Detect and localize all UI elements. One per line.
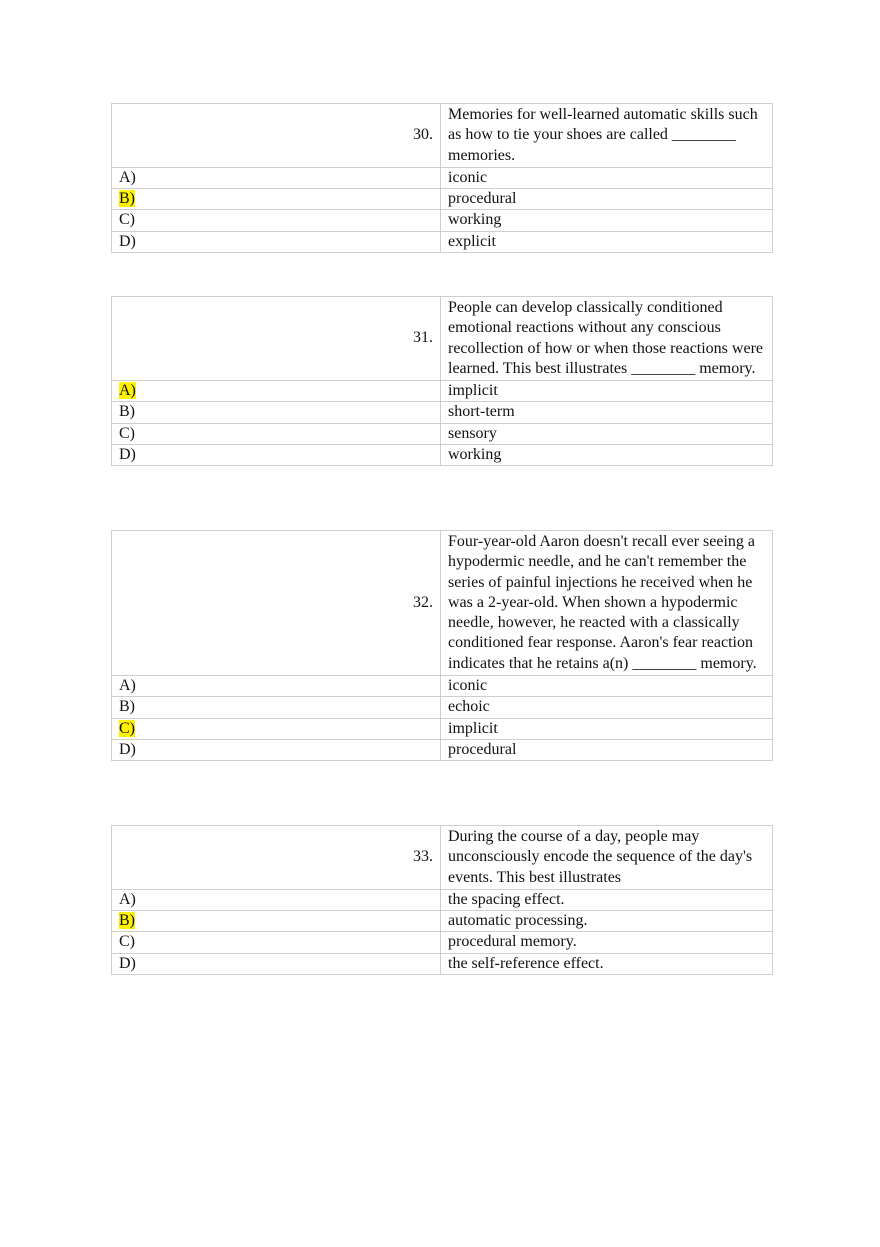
option-row-b bbox=[112, 911, 773, 932]
option-letter-a-correct: A) bbox=[119, 382, 136, 400]
option-text-c: working bbox=[441, 210, 773, 231]
option-letter-c: C) bbox=[119, 211, 135, 229]
option-letter-b-correct: B) bbox=[119, 912, 135, 930]
option-letter-b: B) bbox=[119, 403, 135, 421]
question-31-table bbox=[111, 296, 773, 466]
option-letter-d: D) bbox=[119, 232, 136, 250]
option-row-d bbox=[112, 445, 773, 466]
question-stem-row bbox=[112, 104, 773, 168]
question-number: 33. bbox=[112, 826, 441, 890]
option-letter-b-correct: B) bbox=[119, 190, 135, 208]
option-text-a: iconic bbox=[441, 676, 773, 697]
option-row-d bbox=[112, 231, 773, 252]
question-number: 32. bbox=[112, 531, 441, 676]
option-text-d: the self-reference effect. bbox=[441, 953, 773, 974]
option-row-c bbox=[112, 423, 773, 444]
option-row-d bbox=[112, 739, 773, 760]
option-letter-a: A) bbox=[119, 890, 136, 908]
option-row-a bbox=[112, 676, 773, 697]
option-text-b: short-term bbox=[441, 402, 773, 423]
option-row-a bbox=[112, 167, 773, 188]
question-number: 31. bbox=[112, 297, 441, 381]
option-row-a bbox=[112, 889, 773, 910]
option-text-d: working bbox=[441, 445, 773, 466]
option-letter-d: D) bbox=[119, 446, 136, 464]
option-row-b bbox=[112, 697, 773, 718]
option-letter-a: A) bbox=[119, 677, 136, 695]
option-text-d: procedural bbox=[441, 739, 773, 760]
question-stem-row bbox=[112, 826, 773, 890]
question-30-table bbox=[111, 103, 773, 253]
option-row-c bbox=[112, 718, 773, 739]
option-letter-a: A) bbox=[119, 168, 136, 186]
option-letter-d: D) bbox=[119, 954, 136, 972]
question-stem-row bbox=[112, 531, 773, 676]
option-row-b bbox=[112, 189, 773, 210]
option-text-d: explicit bbox=[441, 231, 773, 252]
option-row-d bbox=[112, 953, 773, 974]
option-text-b: procedural bbox=[441, 189, 773, 210]
option-letter-c-correct: C) bbox=[119, 719, 135, 737]
question-stem-row bbox=[112, 297, 773, 381]
question-stem: Four-year-old Aaron doesn't recall ever seeing a hypodermic needle, and he can't remember the series of painful injections he received when he was a 2-year-old. When shown a hypodermic needle, however, he reacted with a classically conditioned fear response. Aaron's fear reaction indicates that he retains a(n) ________ memory. bbox=[441, 531, 773, 676]
option-letter-c: C) bbox=[119, 424, 135, 442]
option-row-a bbox=[112, 381, 773, 402]
question-stem: People can develop classically conditioned emotional reactions without any conscious recollection of how or when those reactions were learned. This best illustrates ________ memory. bbox=[441, 297, 773, 381]
option-text-c: procedural memory. bbox=[441, 932, 773, 953]
option-text-b: automatic processing. bbox=[441, 911, 773, 932]
option-row-c bbox=[112, 932, 773, 953]
option-letter-b: B) bbox=[119, 698, 135, 716]
option-text-c: sensory bbox=[441, 423, 773, 444]
question-stem: Memories for well-learned automatic skills such as how to tie your shoes are called ________ memories. bbox=[441, 104, 773, 168]
question-number: 30. bbox=[112, 104, 441, 168]
option-text-a: implicit bbox=[441, 381, 773, 402]
option-text-a: iconic bbox=[441, 167, 773, 188]
question-32-table bbox=[111, 530, 773, 761]
option-row-c bbox=[112, 210, 773, 231]
option-letter-c: C) bbox=[119, 933, 135, 951]
question-33-table bbox=[111, 825, 773, 975]
option-letter-d: D) bbox=[119, 740, 136, 758]
option-text-a: the spacing effect. bbox=[441, 889, 773, 910]
option-row-b bbox=[112, 402, 773, 423]
option-text-c: implicit bbox=[441, 718, 773, 739]
question-stem: During the course of a day, people may unconsciously encode the sequence of the day's events. This best illustrates bbox=[441, 826, 773, 890]
option-text-b: echoic bbox=[441, 697, 773, 718]
